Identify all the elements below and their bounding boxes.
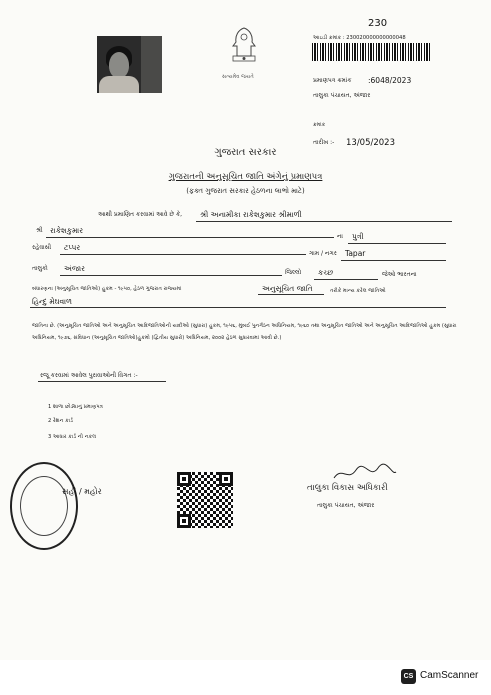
- evidence-heading: રજૂ કરવામાં આવેલ પુરાવાઓની વિગત :-: [40, 372, 138, 379]
- date-value: 13/05/2023: [346, 138, 395, 148]
- village-value: Tapar: [345, 249, 366, 258]
- name-underline: [196, 221, 452, 222]
- officer-signature: [330, 462, 400, 484]
- resident-underline: [60, 254, 306, 255]
- camscanner-logo-icon: CS: [401, 669, 416, 684]
- constitution-line: બંધારણના (અનુસૂચિત જાતિઓ) હુકમ - ૧૯૫૦, હેઠળ ગુજરાત રાજ્યમાં: [32, 286, 182, 292]
- relation-underline: [348, 243, 446, 244]
- recognized-label: તરીકે માન્ય કરેલ જાતિઓ: [330, 288, 386, 294]
- caste-status-underline: [258, 294, 324, 295]
- photo-body: [99, 76, 139, 93]
- officer-title: તાલુકા વિકાસ અધિકારી: [307, 483, 388, 493]
- caste-status: અનુસૂચિત જાતિ: [262, 284, 313, 293]
- village-underline: [341, 260, 446, 261]
- evidence-item: 1 શાળા છોડ્યાનું પ્રમાણપત્ર: [48, 404, 103, 410]
- relation-value: પુત્રી: [352, 232, 364, 241]
- certify-prefix: આથી પ્રમાણિત કરવામાં આવે છે કે,: [98, 211, 183, 218]
- emblem-caption: સત્યમેવ જયતે: [222, 74, 254, 80]
- ashoka-emblem-icon: [223, 24, 265, 72]
- photo-face: [109, 52, 129, 78]
- barcode: [312, 43, 430, 61]
- taluka-underline: [60, 275, 282, 276]
- seal-signature-text: સહી / મહોર: [62, 487, 102, 496]
- ref-label: ક્રમાંક: [313, 122, 326, 128]
- date-label: તારીખ :-: [313, 139, 335, 146]
- qr-finder-icon: [177, 514, 191, 528]
- taluka-label: તાલુકો: [32, 265, 48, 272]
- district-value: કચ્છ: [318, 268, 334, 277]
- verification-qr-code: [177, 472, 233, 528]
- village-label: ગામ / નગર: [309, 250, 337, 257]
- father-underline: [46, 237, 334, 238]
- top-number: 230: [368, 18, 388, 29]
- resident-value: ટપ્પર: [64, 243, 81, 252]
- relation-label: ના: [337, 233, 343, 240]
- officer-office: તાલુકા પંચાયત, અંજાર: [317, 502, 375, 509]
- legal-paragraph: જાતિના છે. (અનુસૂચિત જાતિઓ અને અનુસૂચિત આદિજાતિઓની યાદીઓ (સુધારા) હુકમ, ૧૯૫૬, મુંબઈ પુનર્ગઠન અધિનિયમ, ૧૯૬૦ તથા અનુસૂચિત જાતિઓ અને અનુસૂચિત આદિજાતિઓ હુકમ (સુધારા અધિનિયમ, ૧૯૭૬, સંવિધાન (અનુસૂચિત જાતિઓ)હુકમો (દ્વિતીય સુધારો) અધિનિયમ, ૨૦૦૨ હેઠળ સુધારવામાં આવી છે.): [32, 323, 457, 341]
- district-underline: [314, 279, 378, 280]
- cert-number-value: :6048/2023: [368, 76, 412, 85]
- header-office: તાલુકા પંચાયત, અંજાર: [313, 92, 371, 99]
- qr-finder-icon: [219, 472, 233, 486]
- certificate-title: ગુજરાતની અનુસૂચિત જાતિ અંગેનું પ્રમાણપત્ર: [168, 172, 323, 182]
- taluka-value: અંજાર: [64, 264, 86, 273]
- applicant-photo: [97, 36, 162, 93]
- camscanner-label: CamScanner: [420, 670, 479, 681]
- certificate-subtitle: (ફક્ત ગુજરાત સરકાર હેઠળના લાભો માટે): [186, 187, 305, 195]
- qr-finder-icon: [177, 472, 191, 486]
- state-suffix: જેઓ ભારતના: [382, 271, 417, 278]
- applicant-name: શ્રી અનામીકા રાકેશકુમાર શ્રીમાળી: [200, 210, 302, 219]
- caste-underline: [30, 307, 446, 308]
- govt-title: ગુજરાત સરકાર: [214, 147, 277, 158]
- evidence-item: 2 રેશન કાર્ડ: [48, 418, 73, 424]
- evidence-item: 3 આધાર કાર્ડ ની નકલ: [48, 434, 97, 440]
- cert-number-label: પ્રમાણપત્ર ક્રમાંક: [313, 77, 352, 84]
- scanner-footer: [0, 660, 491, 695]
- barcode-label: આઇડી ક્રમાંક : 230020000000000048: [313, 35, 406, 41]
- resident-label: રહેવાસી: [32, 244, 52, 251]
- father-name: રાકેશકુમાર: [50, 226, 84, 235]
- evidence-heading-underline: [38, 381, 166, 382]
- seal-inner-ring: [20, 476, 68, 536]
- photo-background: [141, 36, 162, 93]
- shri-label: શ્રી: [36, 227, 43, 234]
- district-label: જિલ્લો: [285, 269, 302, 276]
- caste-name: હિન્દુ મેઘવાળ: [32, 297, 72, 306]
